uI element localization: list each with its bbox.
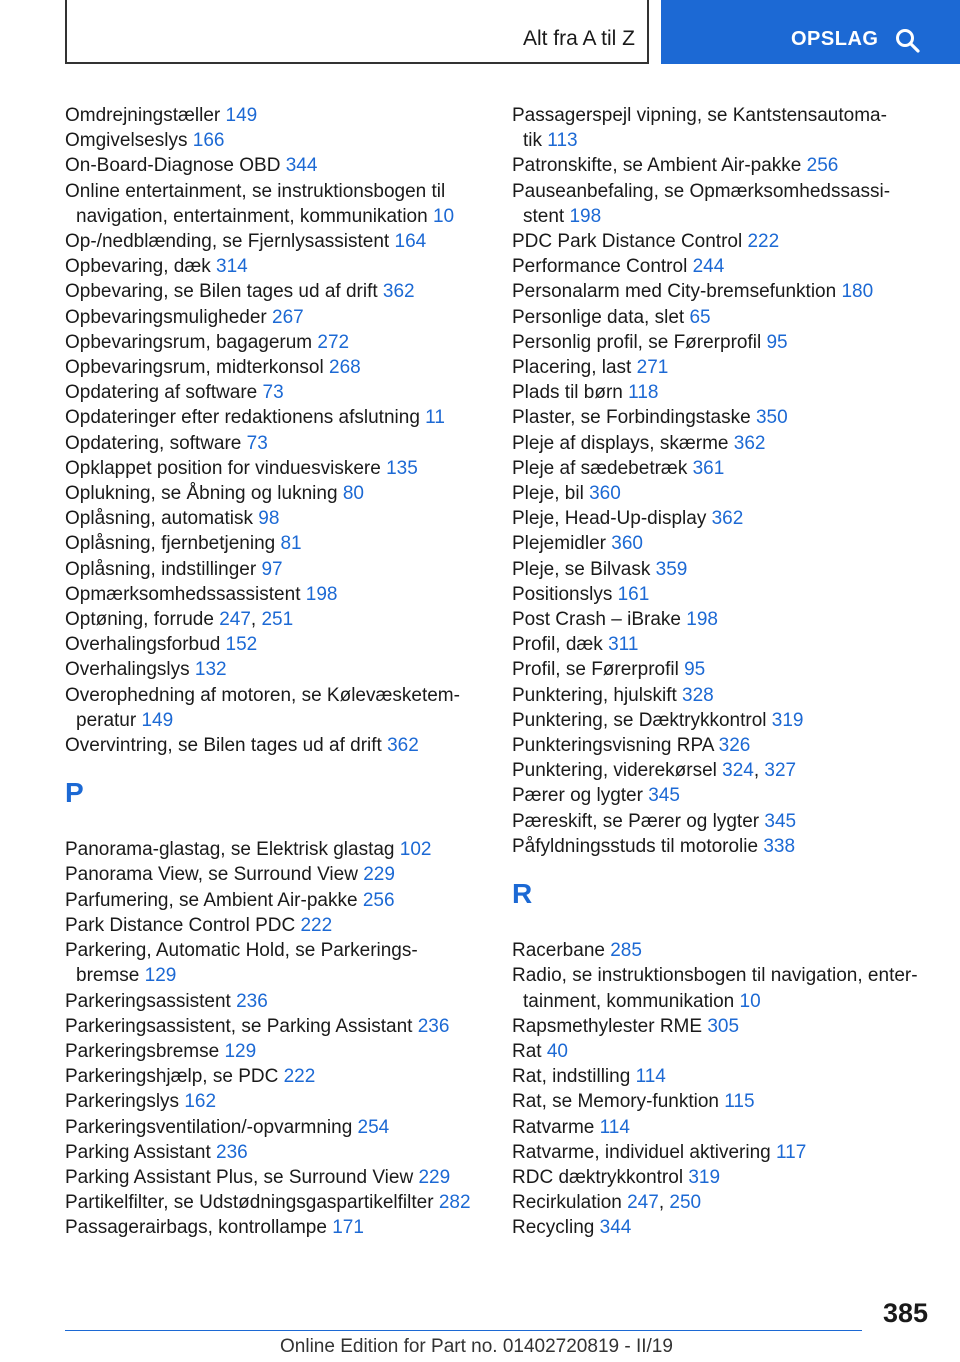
index-entry [512,456,937,481]
page-link[interactable]: 256 [806,155,839,177]
index-entry-text: Oplåsning, fjernbetjening [65,533,276,555]
index-entry-text: Recirkulation [512,1192,622,1214]
index-entry-text: Pleje, bil [512,483,584,505]
index-entry-text: Opbevaringsrum, bagagerum [65,331,313,353]
page-link[interactable]: 10 [432,205,455,227]
index-entry [65,938,490,988]
index-entry-text: Overhalingsforbud [65,634,221,656]
index-entry: Recirkulation 247, 250 [512,1192,702,1214]
index-entry-text: Partikelfilter, se Udstødningsgaspartikelfilter [65,1192,434,1214]
index-entry-text: Pæreskift, se Pærer og lygter [512,810,760,832]
index-entry [65,582,490,607]
index-entry [65,913,490,938]
index-entry [512,733,937,758]
index-entry-text: Radio, se instruktionsbogen til navigation, enter- [512,965,918,987]
index-entry [65,128,490,153]
index-entry [512,1165,937,1190]
index-entry-text: Ratvarme, individuel aktivering [512,1141,771,1163]
index-entry-text: Recycling [512,1217,595,1239]
page-number: 385 [882,1298,928,1328]
index-entry-text: Pleje, se Bilvask [512,558,651,580]
index-entry-text: Op-/nedblænding, se Fjernlysassistent [65,231,390,253]
page-link[interactable]: 326 [718,735,751,757]
index-entry-text: Påfyldningsstuds til motorolie [512,835,759,857]
index-entry-text: Positionslys [512,583,613,605]
index-entry [65,355,490,380]
page-link[interactable]: 328 [682,684,714,706]
index-entry-text: Personalarm med City-bremsefunktion [512,281,837,303]
index-entry [512,481,937,506]
page-link[interactable]: 236 [417,1015,450,1037]
page-link[interactable]: 229 [418,1166,451,1188]
page-link[interactable]: 114 [635,1066,666,1088]
page-link[interactable]: 132 [194,659,227,681]
index-entry [512,279,937,304]
index-entry-text: Parking Assistant [65,1141,211,1163]
page-link[interactable]: 361 [692,457,725,479]
index-entry [65,557,490,582]
page-link[interactable]: 113 [547,130,578,152]
page-link[interactable]: 222 [747,231,780,253]
page-link[interactable]: 285 [610,940,642,962]
index-entry-text: Pleje, Head-Up-display [512,508,707,530]
index-entry-text: Rat, indstilling [512,1066,631,1088]
index-entry-text: Profil, se Førerprofil [512,659,679,681]
page-link[interactable]: 198 [305,583,338,605]
index-entry-text: stent [523,205,565,227]
index-column-right [512,103,937,1241]
page-link[interactable]: 338 [763,835,796,857]
index-entry [65,1039,490,1064]
page-link[interactable]: 327 [764,760,797,782]
index-entry [65,837,490,862]
magnifier-icon[interactable] [895,28,921,54]
footer-edition: Online Edition for Part no. 01402720819 - II/19 [280,1336,673,1357]
page-link[interactable]: 319 [771,709,804,731]
index-entry [512,938,937,963]
page-link[interactable]: 149 [141,709,174,731]
index-entry [65,153,490,178]
index-entry-text: peratur [76,709,137,731]
page-link[interactable]: 166 [192,130,225,152]
index-entry [65,683,490,733]
index-entry-text: Optøning, forrude [65,609,214,631]
index-entry [512,783,937,808]
page-link[interactable]: 98 [258,508,280,530]
index-entry [512,153,937,178]
index-entry [512,582,937,607]
index-entry-text: Panorama-glastag, se Elektrisk glastag [65,839,395,861]
page-link[interactable]: 345 [648,785,680,807]
index-entry-text: Plads til børn [512,382,623,404]
page-link[interactable]: 236 [216,1141,248,1163]
index-entry [512,657,937,682]
index-entry-text: Oplåsning, indstillinger [65,558,257,580]
index-entry-text: Opdatering, software [65,432,242,454]
page-link[interactable]: 73 [246,432,268,454]
index-entry-text: Parkeringshjælp, se PDC [65,1066,279,1088]
index-entry [65,254,490,279]
index-entry-text: Rat, se Memory-funktion [512,1091,719,1113]
index-entry [512,683,937,708]
footer-divider [65,1330,862,1331]
page-link[interactable]: 95 [684,659,706,681]
index-entry-text: Panorama View, se Surround View [65,864,358,886]
index-entry [512,809,937,834]
index-entry-text: Ratvarme [512,1116,595,1138]
page-link[interactable]: 362 [387,735,419,757]
index-entry-text: Rapsmethylester RME [512,1015,703,1037]
page-link[interactable]: 95 [766,331,788,353]
page-link[interactable]: 362 [711,508,744,530]
index-entry [65,531,490,556]
index-entry [65,481,490,506]
page-link[interactable]: 344 [285,155,318,177]
index-entry [65,305,490,330]
index-entry [65,1115,490,1140]
index-entry [65,179,490,229]
index-entry-text: PDC Park Distance Control [512,231,743,253]
index-entry [512,305,937,330]
index-entry [65,456,490,481]
page-link[interactable]: 324 [722,760,754,782]
index-entry [512,254,937,279]
index-entry-text: Opbevaringsmuligheder [65,306,267,328]
page-link[interactable]: 345 [764,810,797,832]
page-link[interactable]: 135 [386,457,418,479]
index-entry-text: Passagerspejl vipning, se Kantstensautoma- [512,105,887,126]
page-link[interactable]: 344 [599,1217,632,1239]
index-entry-text: Parkeringsventilation/-opvarmning [65,1116,353,1138]
index-entry [512,431,937,456]
page-link[interactable]: 11 [425,407,445,429]
index-entry [65,1215,490,1240]
index-entry-text: Omdrejningstæller [65,105,221,126]
index-entry-text: Online entertainment, se instruktionsbogen til [65,180,446,202]
page-link[interactable]: 267 [272,306,304,328]
index-entry-text: Pleje af displays, skærme [512,432,729,454]
index-entry-text: Overhalingslys [65,659,190,681]
index-entry [512,1115,937,1140]
index-entry: Optøning, forrude 247, 251 [65,609,294,631]
page-link[interactable]: 222 [283,1066,316,1088]
index-entry-text: Opbevaring, dæk [65,256,211,278]
index-entry-text: Opbevaringsrum, midterkonsol [65,357,324,379]
index-column-left [65,103,490,1241]
index-entry [65,229,490,254]
page-link[interactable]: 311 [608,634,639,656]
index-entry-text: tainment, kommunikation [523,990,735,1012]
index-entry [65,1165,490,1190]
index-entry-text: Punkteringsvisning RPA [512,735,714,757]
page-link[interactable]: 198 [569,205,602,227]
index-entry-text: Placering, last [512,357,632,379]
page-link[interactable]: 360 [589,483,621,505]
page-link[interactable]: 319 [688,1166,721,1188]
index-entry [512,834,937,859]
section-heading: R [512,878,533,910]
index-entry [65,632,490,657]
index-entry-text: Opdatering af software [65,382,258,404]
index-entry [512,531,937,556]
page-link[interactable]: 362 [733,432,766,454]
page-link[interactable]: 350 [755,407,788,429]
page-link[interactable]: 129 [144,965,177,987]
page-link[interactable]: 180 [841,281,874,303]
index-entry-text: Opbevaring, se Bilen tages ud af drift [65,281,378,303]
search-button-label: OPSLAG [791,28,879,50]
page-link[interactable]: 244 [692,256,725,278]
page-link[interactable]: 271 [636,357,669,379]
page-link[interactable]: 198 [686,609,718,631]
index-entry [65,657,490,682]
page-link[interactable]: 247 [627,1192,659,1214]
page-link[interactable]: 229 [363,864,395,886]
page-link[interactable]: 117 [776,1141,807,1163]
index-entry [65,1089,490,1114]
index-entry-text: Omgivelseslys [65,130,188,152]
page-link[interactable]: 164 [394,231,427,253]
page-link[interactable]: 149 [225,105,258,126]
page-link[interactable]: 254 [357,1116,390,1138]
index-entry [512,632,937,657]
page-link[interactable]: 360 [611,533,643,555]
page-link[interactable]: 81 [280,533,302,555]
index-entry [65,330,490,355]
page-link[interactable]: 314 [216,256,248,278]
index-entry-text: Punktering, hjulskift [512,684,677,706]
page-link[interactable]: 97 [261,558,283,580]
page-link[interactable]: 80 [342,483,364,505]
index-entry-text: tik [523,130,542,152]
page-link[interactable]: 73 [262,382,284,404]
page-link[interactable]: 65 [689,306,711,328]
index-entry [512,557,937,582]
index-entry [512,405,937,430]
index-entry: Punktering, viderekørsel 324, 327 [512,760,797,782]
index-entry-text: Personlig profil, se Førerprofil [512,331,762,353]
index-entry [65,888,490,913]
index-entry-text: RDC dæktrykkontrol [512,1166,684,1188]
index-entry [65,1190,490,1215]
index-entry [65,1014,490,1039]
section-heading: P [65,777,84,809]
index-entry-text: Pauseanbefaling, se Opmærksomhedssassi- [512,180,891,202]
index-entry [512,506,937,531]
page-link[interactable]: 272 [317,331,350,353]
index-entry [512,1039,937,1064]
index-entry-text: Overvintring, se Bilen tages ud af drift [65,735,382,757]
index-entry-text: Post Crash – iBrake [512,609,681,631]
page-link[interactable]: 115 [724,1091,755,1113]
page-link[interactable]: 152 [225,634,258,656]
index-entry-text: Oplåsning, automatisk [65,508,253,530]
index-entry [512,355,937,380]
index-entry [512,229,937,254]
index-entry [512,380,937,405]
page-link[interactable]: 162 [184,1091,217,1113]
page-link[interactable]: 305 [707,1015,740,1037]
index-entry-text: Parking Assistant Plus, se Surround View [65,1166,414,1188]
index-entry [512,1140,937,1165]
index-entry-text: Profil, dæk [512,634,603,656]
index-entry-text: Patronskifte, se Ambient Air-pakke [512,155,802,177]
index-entry [512,1215,937,1240]
index-entry [512,330,937,355]
index-entry [512,1064,937,1089]
page-link[interactable]: 102 [399,839,432,861]
index-entry-text: Performance Control [512,256,688,278]
index-entry-text: Parkering, Automatic Hold, se Parkerings- [65,940,418,962]
index-tab-label: Alt fra A til Z [522,27,635,50]
index-entry [512,103,937,153]
index-entry [512,963,937,1013]
index-entry-text: Parkeringslys [65,1091,180,1113]
index-entry-text: bremse [76,965,140,987]
index-entry [65,431,490,456]
page-link[interactable]: 247 [219,609,251,631]
index-entry-text: Opmærksomhedssassistent [65,583,301,605]
index-entry-text: Punktering, se Dæktrykkontrol [512,709,767,731]
index-entry-text: Parkeringsbremse [65,1040,220,1062]
index-entry [512,708,937,733]
index-entry-text: Opdateringer efter redaktionens afslutning [65,407,420,429]
page-link[interactable]: 359 [655,558,688,580]
index-entry-text: Parfumering, se Ambient Air-pakke [65,889,358,911]
page-link[interactable]: 10 [739,990,761,1012]
index-entry [65,103,490,128]
index-entry [65,380,490,405]
page-link[interactable]: 129 [224,1040,257,1062]
index-entry [65,862,490,887]
index-entry [512,607,937,632]
page-link[interactable]: 251 [261,609,294,631]
index-entry-text: Racerbane [512,940,605,962]
index-entry [65,1064,490,1089]
page-link[interactable]: 118 [628,382,659,404]
index-entry-text: Opklappet position for vinduesviskere [65,457,381,479]
index-entry [65,506,490,531]
index-entry-text: Personlige data, slet [512,306,685,328]
page-link[interactable]: 362 [382,281,415,303]
index-entry-text: Rat [512,1040,542,1062]
index-entry [65,279,490,304]
page-link[interactable]: 236 [236,990,268,1012]
index-entry [512,1089,937,1114]
index-entry [512,179,937,229]
index-entry-text: Punktering, viderekørsel [512,760,717,782]
index-tab[interactable] [65,0,649,64]
index-entry-text: Oplukning, se Åbning og lukning [65,483,338,505]
page-link[interactable]: 171 [332,1217,364,1239]
index-entry-text: navigation, entertainment, kommunikation [76,205,428,227]
index-entry-text: Overophedning af motoren, se Kølevæsketem- [65,684,460,706]
page-link[interactable]: 268 [329,357,361,379]
page-link[interactable]: 250 [669,1192,702,1214]
index-entry [65,989,490,1014]
index-entry [65,733,490,758]
page-link[interactable]: 40 [546,1040,568,1062]
page-link[interactable]: 222 [300,914,333,936]
index-entry-text: Pleje af sædebetræk [512,457,688,479]
index-entry [512,1014,937,1039]
index-entry-text: Park Distance Control PDC [65,914,296,936]
index-entry-text: Plaster, se Forbindingstaske [512,407,751,429]
page-link[interactable]: 256 [362,889,395,911]
page-link[interactable]: 161 [617,583,650,605]
page-link[interactable]: 114 [599,1116,630,1138]
index-entry-text: Pærer og lygter [512,785,643,807]
index-entry-text: On-Board-Diagnose OBD [65,155,281,177]
index-entry-text: Passagerairbags, kontrollampe [65,1217,327,1239]
index-entry-text: Parkeringsassistent [65,990,231,1012]
index-entry [65,1140,490,1165]
page-link[interactable]: 282 [438,1192,471,1214]
index-entry-text: Parkeringsassistent, se Parking Assistant [65,1015,413,1037]
index-entry [65,405,490,430]
index-entry-text: Plejemidler [512,533,606,555]
